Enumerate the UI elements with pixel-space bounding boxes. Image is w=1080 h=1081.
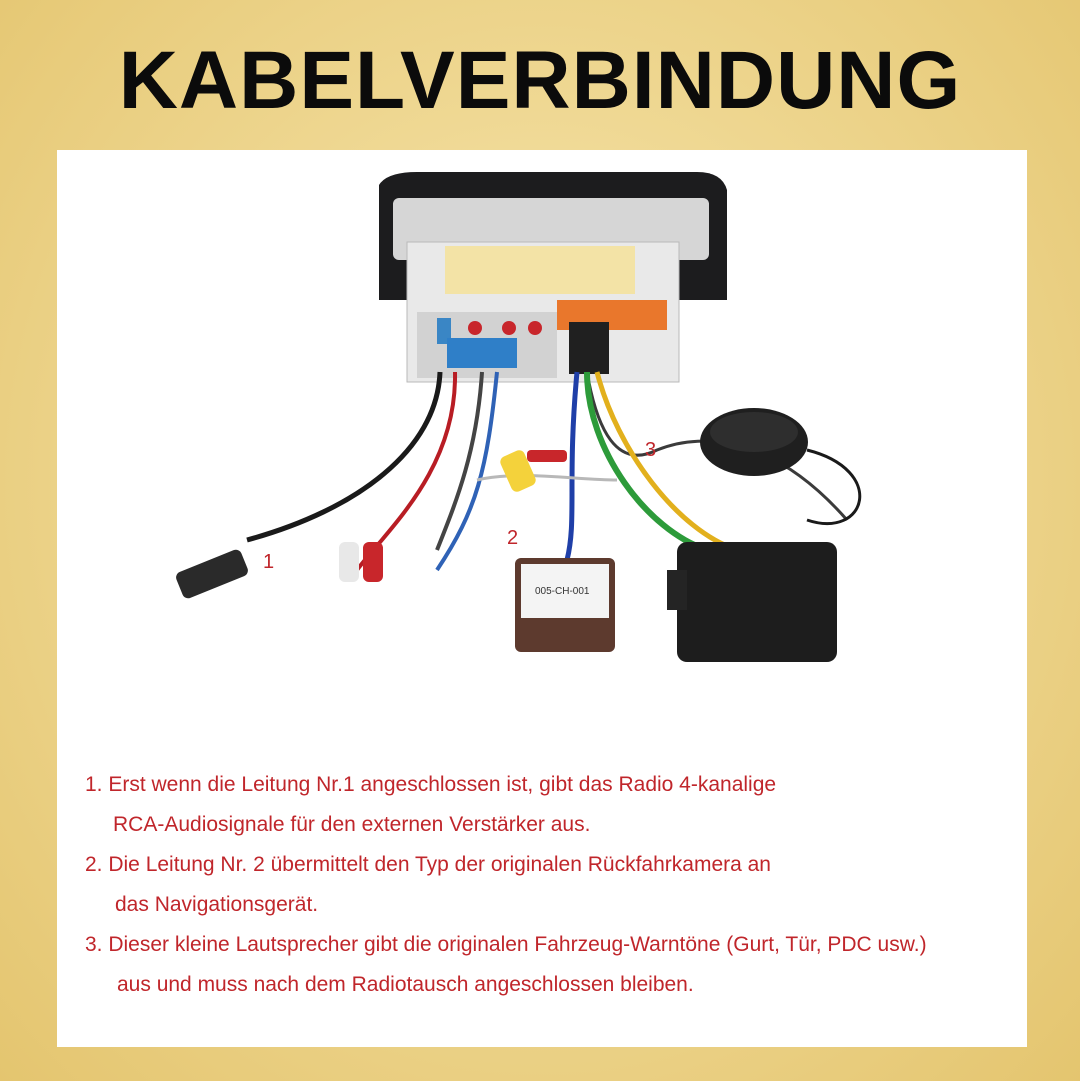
callout-1: 1: [263, 551, 275, 573]
callout-2: 2: [507, 527, 519, 549]
white-cable: [477, 476, 617, 480]
red-connector-1: [468, 321, 482, 335]
instruction-3-line-2: aus und muss nach dem Radiotausch angeschlossen bleiben.: [117, 973, 694, 996]
module-label-text: 005-CH-001: [535, 586, 590, 597]
instruction-1-line-1: 1. Erst wenn die Leitung Nr.1 angeschlossen ist, gibt das Radio 4-kanalige: [85, 773, 777, 796]
red-rca-pair: [527, 450, 567, 462]
rca-white-plug: [339, 542, 359, 582]
instruction-list: [85, 765, 1015, 1005]
blue-harness-plug: [447, 338, 517, 368]
instruction-3-line-1: 3. Dieser kleine Lautsprecher gibt die originalen Fahrzeug-Warntöne (Gurt, Tür, PDC usw.): [85, 933, 927, 956]
instruction-item-1: [85, 765, 1015, 845]
callout-3: 3: [645, 439, 657, 461]
page-title: KABELVERBINDUNG: [118, 35, 962, 126]
head-unit-wiring-illustration: [57, 150, 1027, 710]
product-sticker: [445, 246, 635, 294]
content-panel: [57, 150, 1027, 1047]
instruction-2-line-2: das Navigationsgerät.: [115, 893, 319, 916]
vehicle-harness-connector: [677, 542, 837, 662]
vehicle-connector-clip: [667, 570, 687, 610]
instruction-1-line-2: RCA-Audiosignale für den externen Verstärker aus.: [113, 813, 591, 836]
speaker-grille: [710, 412, 798, 452]
antenna-plug: [174, 548, 249, 600]
red-connector-2: [502, 321, 516, 335]
instruction-2-line-1: 2. Die Leitung Nr. 2 übermittelt den Typ der originalen Rückfahrkamera an: [85, 853, 771, 876]
instruction-item-3: [85, 925, 1015, 1005]
main-harness-plug: [569, 322, 609, 374]
product-photo: [57, 150, 1027, 710]
red-connector-3: [528, 321, 542, 335]
rca-red-plug: [363, 542, 383, 582]
grey-cable: [437, 372, 482, 550]
blue-wire-bundle: [567, 372, 577, 560]
antenna-cable: [247, 372, 440, 540]
instruction-item-2: [85, 845, 1015, 925]
